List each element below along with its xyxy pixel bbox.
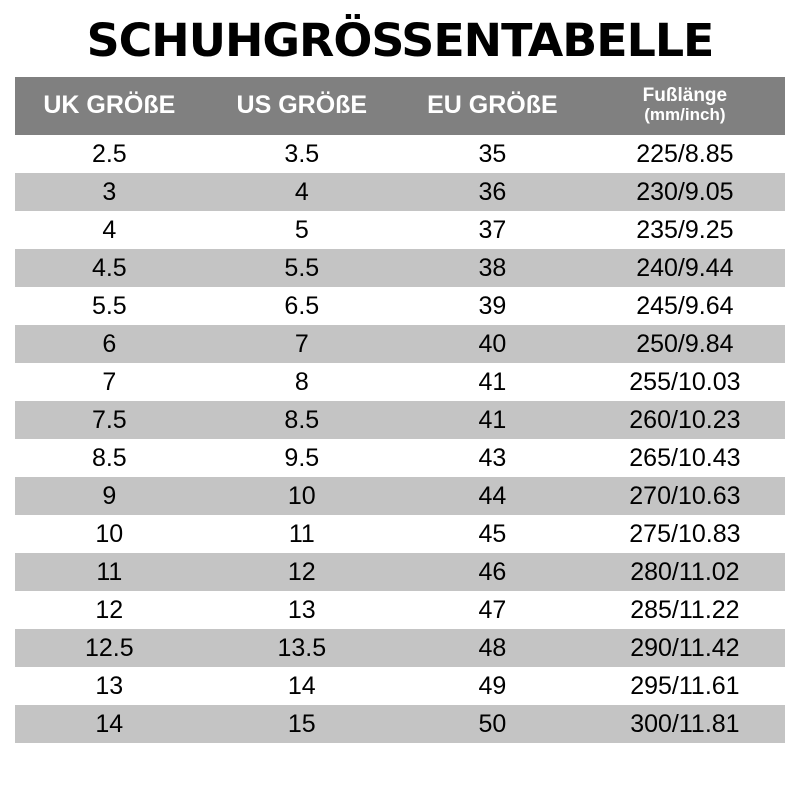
table-body <box>15 135 785 743</box>
cell-foot-length: 275/10.83 <box>585 515 785 553</box>
cell-foot-length: 265/10.43 <box>585 439 785 477</box>
cell-eu-size: 48 <box>400 629 585 667</box>
cell-eu-size: 41 <box>400 401 585 439</box>
column-header-foot-length <box>585 77 785 135</box>
cell-foot-length: 300/11.81 <box>585 705 785 743</box>
cell-us-size: 12 <box>204 553 400 591</box>
cell-eu-size: 45 <box>400 515 585 553</box>
cell-us-size: 5 <box>204 211 400 249</box>
cell-uk-size: 7.5 <box>15 401 204 439</box>
cell-eu-size: 36 <box>400 173 585 211</box>
table-row <box>15 135 785 173</box>
table-row <box>15 629 785 667</box>
cell-us-size: 6.5 <box>204 287 400 325</box>
cell-eu-size: 44 <box>400 477 585 515</box>
cell-us-size: 3.5 <box>204 135 400 173</box>
cell-eu-size: 37 <box>400 211 585 249</box>
cell-eu-size: 43 <box>400 439 585 477</box>
table-row <box>15 249 785 287</box>
cell-uk-size: 3 <box>15 173 204 211</box>
table-row <box>15 553 785 591</box>
cell-uk-size: 5.5 <box>15 287 204 325</box>
cell-eu-size: 50 <box>400 705 585 743</box>
cell-uk-size: 4.5 <box>15 249 204 287</box>
cell-us-size: 5.5 <box>204 249 400 287</box>
cell-us-size: 15 <box>204 705 400 743</box>
table-row <box>15 401 785 439</box>
cell-us-size: 10 <box>204 477 400 515</box>
cell-us-size: 8.5 <box>204 401 400 439</box>
cell-foot-length: 235/9.25 <box>585 211 785 249</box>
cell-uk-size: 2.5 <box>15 135 204 173</box>
cell-eu-size: 46 <box>400 553 585 591</box>
table-header <box>15 77 785 135</box>
table-row <box>15 705 785 743</box>
table-header-row <box>15 77 785 135</box>
column-header-eu: EU GRÖßE <box>400 77 585 135</box>
column-header-foot-length-main: Fußlänge <box>642 85 728 107</box>
cell-foot-length: 255/10.03 <box>585 363 785 401</box>
cell-eu-size: 47 <box>400 591 585 629</box>
cell-foot-length: 295/11.61 <box>585 667 785 705</box>
cell-foot-length: 260/10.23 <box>585 401 785 439</box>
cell-eu-size: 39 <box>400 287 585 325</box>
cell-us-size: 8 <box>204 363 400 401</box>
table-row <box>15 325 785 363</box>
page-title: SCHUHGRÖSSENTABELLE <box>86 14 714 67</box>
cell-eu-size: 35 <box>400 135 585 173</box>
cell-uk-size: 13 <box>15 667 204 705</box>
cell-foot-length: 240/9.44 <box>585 249 785 287</box>
cell-foot-length: 285/11.22 <box>585 591 785 629</box>
cell-us-size: 9.5 <box>204 439 400 477</box>
cell-us-size: 13 <box>204 591 400 629</box>
column-header-uk: UK GRÖßE <box>15 77 204 135</box>
table-row <box>15 287 785 325</box>
column-header-us: US GRÖßE <box>204 77 400 135</box>
shoe-size-table <box>15 77 785 743</box>
cell-uk-size: 14 <box>15 705 204 743</box>
cell-us-size: 7 <box>204 325 400 363</box>
cell-eu-size: 49 <box>400 667 585 705</box>
cell-us-size: 13.5 <box>204 629 400 667</box>
cell-uk-size: 4 <box>15 211 204 249</box>
cell-uk-size: 8.5 <box>15 439 204 477</box>
cell-foot-length: 245/9.64 <box>585 287 785 325</box>
table-row <box>15 477 785 515</box>
table-row <box>15 363 785 401</box>
cell-uk-size: 9 <box>15 477 204 515</box>
cell-foot-length: 225/8.85 <box>585 135 785 173</box>
table-row <box>15 439 785 477</box>
table-row <box>15 591 785 629</box>
cell-us-size: 4 <box>204 173 400 211</box>
cell-uk-size: 12.5 <box>15 629 204 667</box>
cell-foot-length: 280/11.02 <box>585 553 785 591</box>
table-row <box>15 667 785 705</box>
cell-foot-length: 270/10.63 <box>585 477 785 515</box>
cell-eu-size: 38 <box>400 249 585 287</box>
cell-foot-length: 250/9.84 <box>585 325 785 363</box>
table-row <box>15 173 785 211</box>
cell-us-size: 14 <box>204 667 400 705</box>
cell-uk-size: 12 <box>15 591 204 629</box>
cell-uk-size: 11 <box>15 553 204 591</box>
cell-uk-size: 10 <box>15 515 204 553</box>
cell-eu-size: 40 <box>400 325 585 363</box>
column-header-foot-length-unit: (mm/inch) <box>644 105 726 125</box>
cell-uk-size: 6 <box>15 325 204 363</box>
cell-uk-size: 7 <box>15 363 204 401</box>
cell-foot-length: 290/11.42 <box>585 629 785 667</box>
table-row <box>15 515 785 553</box>
cell-eu-size: 41 <box>400 363 585 401</box>
table-row <box>15 211 785 249</box>
cell-foot-length: 230/9.05 <box>585 173 785 211</box>
cell-us-size: 11 <box>204 515 400 553</box>
